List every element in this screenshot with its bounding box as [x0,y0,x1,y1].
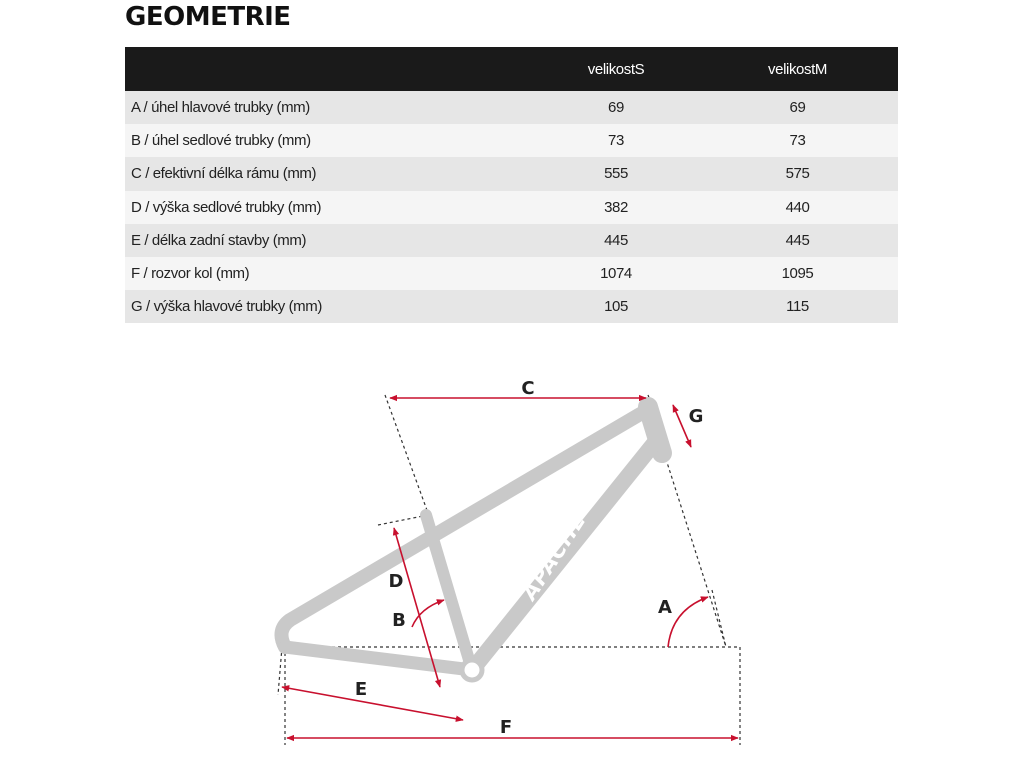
brand-logo: APACHE [517,508,592,605]
label-a: A [658,597,672,618]
frame-geometry-diagram [260,365,760,750]
label-d: D [388,571,404,592]
size-m-cell: 575 [785,165,810,183]
chain-stay [285,647,472,670]
dimension-e-line [282,687,463,720]
parameter-cell: E / délka zadní stavby (mm) [131,231,307,249]
table-row [125,191,898,224]
size-s-cell: 105 [604,298,628,316]
table-row [125,257,898,290]
table-row [125,124,898,157]
header-size-s: velikostS [587,60,645,78]
page-title: GEOMETRIE [125,2,291,32]
table-row [125,290,898,323]
parameter-cell: B / úhel sedlové trubky (mm) [131,132,311,150]
parameter-cell: F / rozvor kol (mm) [131,265,250,283]
table-row [125,224,898,257]
size-m-cell: 440 [785,198,810,216]
parameter-cell: D / výška sedlové trubky (mm) [131,198,322,216]
size-s-cell: 445 [604,231,628,249]
geometry-table [125,47,898,323]
parameter-cell: C / efektivní délka rámu (mm) [131,165,317,183]
label-g: G [688,406,704,427]
label-c: C [521,378,535,399]
angle-a-arc [668,597,708,647]
size-s-cell: 555 [604,165,628,183]
size-m-cell: 69 [789,99,806,117]
size-s-cell: 73 [608,132,624,150]
header-parameter [125,47,535,91]
bike-frame [281,407,662,680]
bottom-bracket [462,660,482,680]
label-f: F [499,717,513,738]
size-s-cell: 69 [608,99,624,117]
angle-a-guide [712,590,726,647]
table-row [125,157,898,190]
label-e: E [354,679,368,700]
size-m-cell: 1095 [781,265,814,283]
parameter-cell: A / úhel hlavové trubky (mm) [131,99,310,117]
rear-axle-tick [278,647,282,695]
size-m-cell: 115 [786,298,809,316]
size-m-cell: 73 [789,132,806,150]
head-tube-axis-guide [664,453,726,647]
size-s-cell: 382 [604,198,628,216]
seat-tube-extension-guide [385,395,428,513]
size-m-cell: 445 [785,231,810,249]
header-size-m: velikostM [768,60,827,78]
size-s-cell: 1074 [600,265,632,283]
label-b: B [392,610,406,631]
table-row [125,91,898,124]
parameter-cell: G / výška hlavové trubky (mm) [131,298,322,316]
table-header-row [125,47,898,91]
